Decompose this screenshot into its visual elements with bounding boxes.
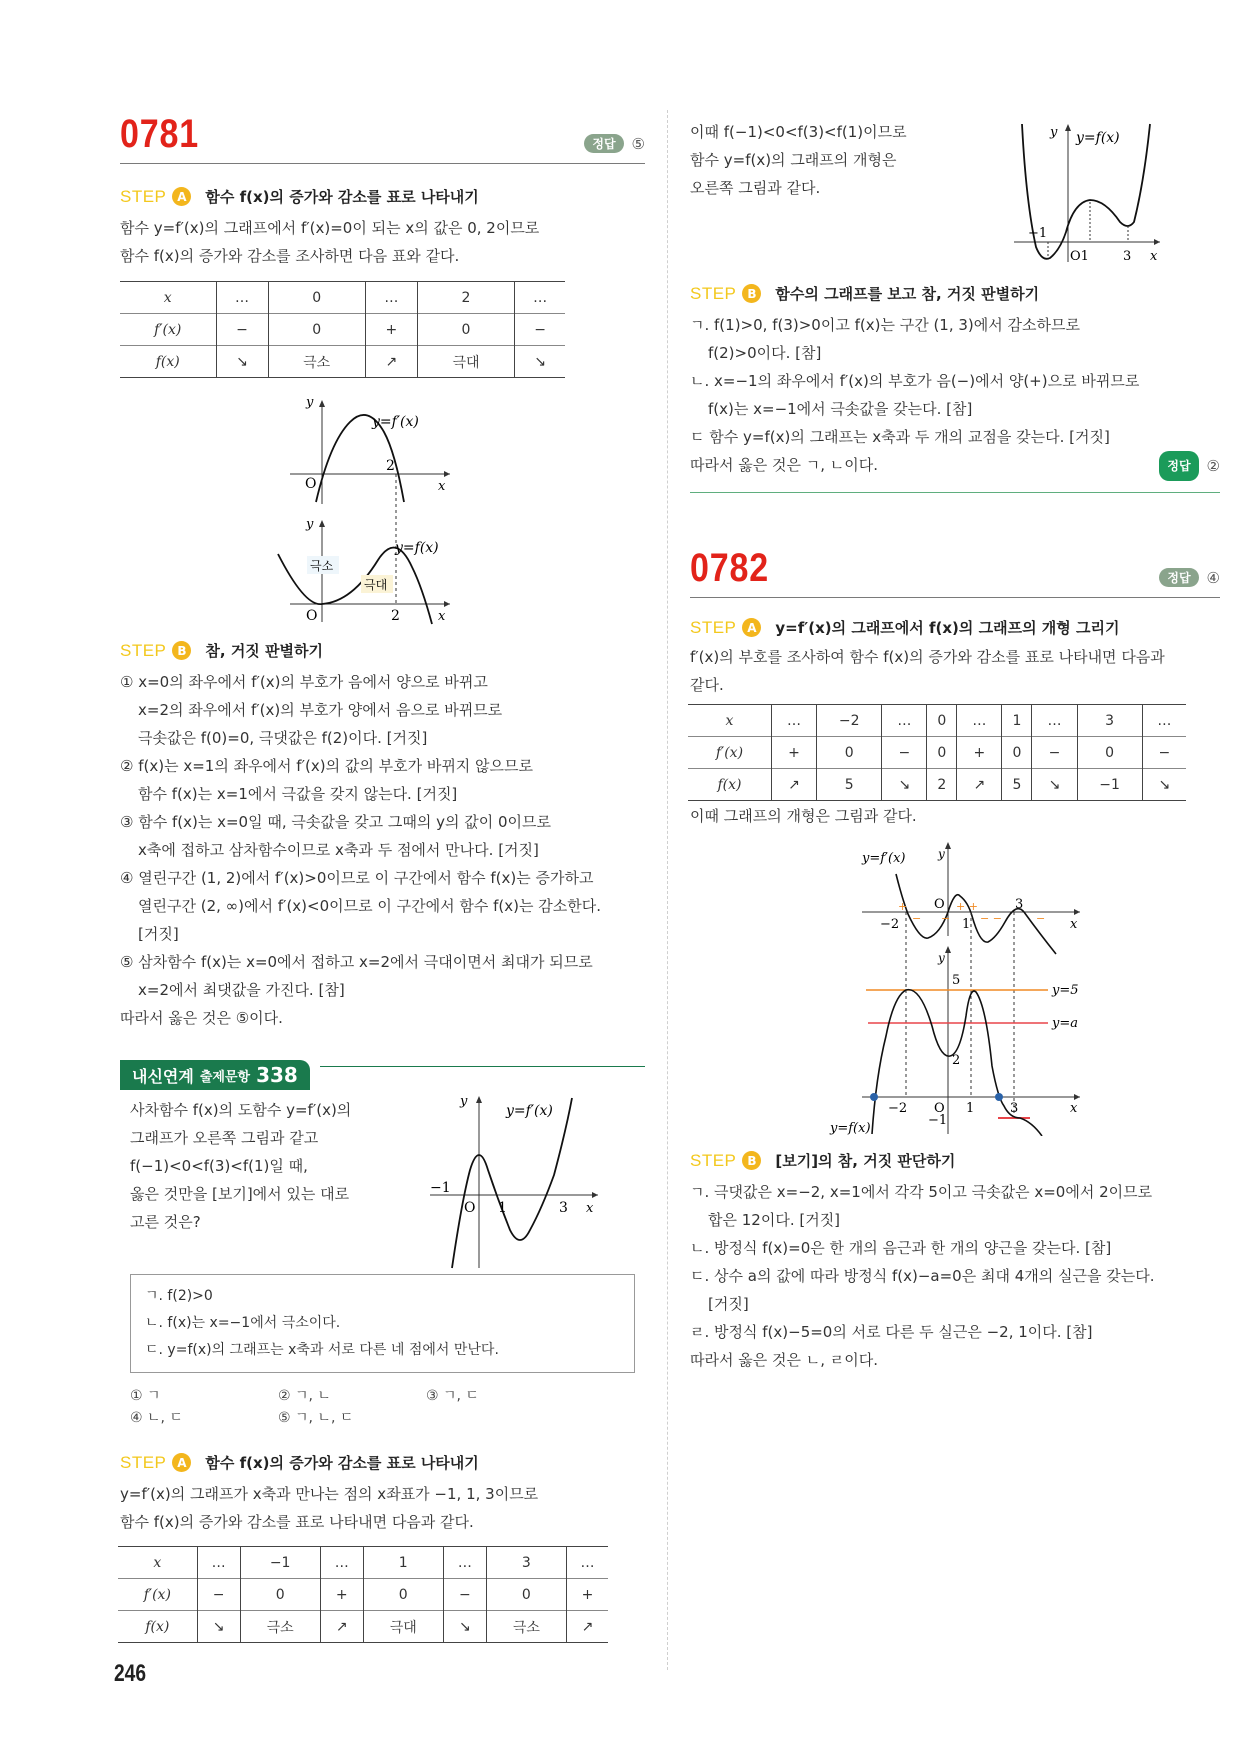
svg-text:+ +: + +: [956, 900, 978, 913]
column-divider: [667, 110, 668, 1670]
step-label: STEP: [120, 186, 167, 206]
svg-text:−: −: [1036, 912, 1046, 925]
step-a-heading: [120, 186, 479, 207]
variation-table-naesin: x … −1 … 1 … 3 … f′(x) − 0 + 0 − 0 + f(x) ↘ 극소 ↗ 극대 ↘ 극소 ↗: [118, 1546, 608, 1643]
graph-0781: [260, 392, 480, 632]
answer-value: ④: [1206, 568, 1220, 587]
text-line: 함수 f(x)는 x=1에서 극값을 갖지 않는다. [거짓]: [138, 785, 458, 803]
text-line: ㄹ. 방정식 f(x)−5=0의 서로 다른 두 실근은 −2, 1이다. [참]: [690, 1323, 1093, 1341]
step-a-heading-0782: [690, 617, 1119, 638]
step-a-text-0782: [690, 643, 1165, 699]
svg-text:y: y: [460, 1094, 468, 1109]
step-b-text: [120, 668, 601, 1032]
answer-indicator: [1159, 451, 1220, 481]
svg-text:−1: −1: [430, 1180, 451, 1196]
svg-text:−: −: [912, 912, 922, 925]
text-line: 이때 f(−1)<0<f(3)<f(1)이므로: [690, 123, 907, 141]
choice-2[interactable]: ② ㄱ, ㄴ: [278, 1388, 331, 1404]
step-title: [보기]의 참, 거짓 판단하기: [775, 1152, 956, 1170]
bogi-item: ㄱ. f(2)>0: [145, 1288, 213, 1304]
choice-1[interactable]: ① ㄱ: [130, 1388, 161, 1404]
svg-text:x: x: [586, 1201, 594, 1216]
step-label: STEP: [120, 640, 167, 660]
conclusion: 따라서 옳은 것은 ㄴ, ㄹ이다.: [690, 1351, 878, 1369]
section-divider: [690, 492, 1220, 493]
text-line: ② f(x)는 x=1의 좌우에서 f′(x)의 값의 부호가 바뀌지 않으므로: [120, 757, 534, 775]
svg-text:y=5: y=5: [1052, 983, 1079, 998]
naesin-banner: [120, 1060, 645, 1090]
graph-0782: [810, 836, 1110, 1136]
svg-text:3: 3: [1010, 1101, 1019, 1116]
text-line: f(−1)<0<f(3)<f(1)일 때,: [130, 1157, 308, 1175]
continuation-step-b-text: [690, 311, 1220, 481]
svg-text:3: 3: [559, 1200, 568, 1216]
step-badge: B: [742, 284, 761, 303]
text-line: ㄷ 함수 y=f(x)의 그래프는 x축과 두 개의 교점을 갖는다. [거짓]: [690, 428, 1110, 446]
svg-text:2: 2: [386, 458, 395, 474]
text-line: 함수 y=f(x)의 그래프의 개형은: [690, 151, 897, 169]
step-title: 함수 f(x)의 증가와 감소를 표로 나타내기: [205, 1454, 479, 1472]
conclusion: 따라서 옳은 것은 ⑤이다.: [120, 1009, 283, 1027]
answer-value: ②: [1206, 457, 1220, 475]
svg-text:x: x: [438, 479, 446, 494]
text-line: [거짓]: [708, 1295, 749, 1313]
fx-shape-graph: [1010, 122, 1170, 262]
step-a-text: [120, 214, 539, 270]
text-line: ㄴ. 방정식 f(x)=0은 한 개의 음근과 한 개의 양근을 갖는다. [참]: [690, 1239, 1112, 1257]
svg-text:극소: 극소: [310, 559, 334, 573]
svg-text:x: x: [1070, 1101, 1078, 1116]
text-line: 같다.: [690, 676, 724, 694]
continuation-step-b-heading: [690, 283, 1039, 304]
step-badge: A: [172, 187, 191, 206]
svg-text:O: O: [464, 1200, 476, 1216]
text-line: ㄱ. f(1)>0, f(3)>0이고 f(x)는 구간 (1, 3)에서 감소하므로: [690, 316, 1080, 334]
svg-text:y=f′(x): y=f′(x): [862, 851, 906, 866]
naesin-graph: [420, 1090, 600, 1270]
answer-choices: [130, 1385, 574, 1429]
text-line: ⑤ 삼차함수 f(x)는 x=0에서 접하고 x=2에서 극대이면서 최대가 되므로: [120, 953, 593, 971]
svg-text:극대: 극대: [364, 578, 388, 592]
step-label: STEP: [690, 283, 737, 303]
answer-pill: 정답: [1159, 568, 1198, 587]
step-title: 참, 거짓 판별하기: [205, 642, 323, 660]
svg-text:x: x: [1150, 249, 1158, 262]
text-line: 오른쪽 그림과 같다.: [690, 179, 821, 197]
after-table-text: 이때 그래프의 개형은 그림과 같다.: [690, 807, 917, 825]
text-line: 열린구간 (2, ∞)에서 f′(x)<0이므로 이 구간에서 함수 f(x)는 감소한다.: [138, 897, 601, 915]
text-line: 고른 것은?: [130, 1213, 201, 1231]
naesin-rule: [320, 1066, 645, 1067]
text-line: 옳은 것만을 [보기]에서 있는 대로: [130, 1185, 350, 1203]
text-line: f(2)>0이다. [참]: [708, 344, 822, 362]
answer-indicator: [584, 134, 645, 153]
svg-text:O1: O1: [1070, 249, 1089, 262]
bogi-item: ㄴ. f(x)는 x=−1에서 극소이다.: [145, 1315, 341, 1331]
svg-text:3: 3: [1015, 897, 1024, 912]
variation-table-0781: x … 0 … 2 … f′(x) − 0 + 0 − f(x) ↘ 극소 ↗ 극대 ↘: [120, 281, 565, 378]
text-line: ④ 열린구간 (1, 2)에서 f′(x)>0이므로 이 구간에서 함수 f(x)는 증가하고: [120, 869, 594, 887]
svg-text:O: O: [305, 476, 317, 492]
answer-pill: 정답: [584, 134, 623, 153]
svg-text:−2: −2: [888, 1101, 908, 1116]
naesin-number: 338: [256, 1063, 298, 1087]
svg-text:+: +: [898, 900, 908, 913]
conclusion-row: [690, 451, 1220, 481]
step-b-text-0782: [690, 1178, 1154, 1374]
problem-header-0781: [120, 112, 645, 164]
naesin-subtitle: 출제문항: [199, 1069, 251, 1085]
step-badge: B: [172, 641, 191, 660]
text-line: 그래프가 오른쪽 그림과 같고: [130, 1129, 319, 1147]
svg-text:−: −: [941, 912, 951, 925]
text-line: f(x)는 x=−1에서 극솟값을 갖는다. [참]: [708, 400, 973, 418]
problem-number: 0782: [690, 546, 770, 590]
svg-text:−2: −2: [880, 917, 900, 932]
svg-text:−1: −1: [1028, 226, 1048, 241]
svg-text:2: 2: [391, 608, 400, 624]
text-line: x=2에서 최댓값을 가진다. [참]: [138, 981, 345, 999]
text-line: 극솟값은 f(0)=0, 극댓값은 f(2)이다. [거짓]: [138, 729, 428, 747]
step-badge: A: [172, 1453, 191, 1472]
problem-number: 0781: [120, 112, 200, 156]
svg-text:O: O: [934, 897, 945, 912]
bogi-item: ㄷ. y=f(x)의 그래프는 x축과 서로 다른 네 점에서 만난다.: [145, 1342, 499, 1358]
svg-text:y=f′(x): y=f′(x): [372, 414, 419, 430]
svg-text:1: 1: [966, 1101, 975, 1116]
naesin-question: [130, 1096, 351, 1236]
text-line: 함수 y=f′(x)의 그래프에서 f′(x)=0이 되는 x의 값은 0, 2이므로: [120, 219, 540, 237]
answer-indicator: [1159, 568, 1220, 587]
step-badge: B: [742, 1151, 761, 1170]
svg-text:O: O: [306, 608, 318, 624]
text-line: ㄴ. x=−1의 좌우에서 f′(x)의 부호가 음(−)에서 양(+)으로 바뀌므로: [690, 372, 1140, 390]
text-line: 합은 12이다. [거짓]: [708, 1211, 841, 1229]
step-label: STEP: [120, 1452, 167, 1472]
step-b-heading: [120, 640, 323, 661]
text-line: y=f′(x)의 그래프가 x축과 만나는 점의 x좌표가 −1, 1, 3이므로: [120, 1485, 539, 1503]
text-line: [거짓]: [138, 925, 179, 943]
text-line: 함수 f(x)의 증가와 감소를 조사하면 다음 표와 같다.: [120, 247, 460, 265]
text-line: ㄷ. 상수 a의 값에 따라 방정식 f(x)−a=0은 최대 4개의 실근을 갖는다.: [690, 1267, 1155, 1285]
naesin-tag: 내신연계: [132, 1066, 194, 1086]
text-line: x축에 접하고 삼차함수이므로 x축과 두 점에서 만나다. [거짓]: [138, 841, 539, 859]
text-line: ③ 함수 f(x)는 x=0일 때, 극솟값을 갖고 그때의 y의 값이 0이므로: [120, 813, 551, 831]
svg-text:y: y: [306, 517, 314, 532]
step-badge: A: [742, 618, 761, 637]
variation-table-0782: x … −2 … 0 … 1 … 3 … f′(x) + 0 − 0 + 0 − 0 − f(x) ↗ 5 ↘ 2 ↗ 5 ↘ −1 ↘: [688, 704, 1186, 801]
step-title: 함수의 그래프를 보고 참, 거짓 판별하기: [775, 285, 1040, 303]
svg-text:−1: −1: [928, 1113, 948, 1128]
answer-pill: 정답: [1159, 451, 1198, 481]
svg-text:− −: − −: [980, 912, 1002, 925]
step-b-heading-0782: [690, 1150, 955, 1171]
svg-text:y: y: [1050, 125, 1058, 140]
svg-text:y: y: [938, 847, 945, 861]
svg-text:y=f(x): y=f(x): [1076, 130, 1120, 146]
problem-header-0782: [690, 546, 1220, 598]
text-line: f′(x)의 부호를 조사하여 함수 f(x)의 증가와 감소를 표로 나타내면 다음과: [690, 648, 1165, 666]
svg-text:5: 5: [952, 973, 961, 988]
step-label: STEP: [690, 1150, 737, 1170]
svg-text:x: x: [438, 609, 446, 624]
svg-text:x: x: [1070, 917, 1078, 932]
naesin-step-a-text: [120, 1480, 538, 1536]
step-title: 함수 f(x)의 증가와 감소를 표로 나타내기: [205, 188, 479, 206]
choice-4[interactable]: ④ ㄴ, ㄷ: [130, 1410, 183, 1426]
text-line: 사차함수 f(x)의 도함수 y=f′(x)의: [130, 1101, 352, 1119]
svg-text:1: 1: [962, 917, 971, 932]
continuation-text: [690, 118, 907, 202]
conclusion: 따라서 옳은 것은 ㄱ, ㄴ이다.: [690, 456, 878, 474]
text-line: ㄱ. 극댓값은 x=−2, x=1에서 각각 5이고 극솟값은 x=0에서 2이므로: [690, 1183, 1153, 1201]
page-number: 246: [114, 1660, 147, 1687]
text-line: x=2의 좌우에서 f′(x)의 부호가 양에서 음으로 바뀌므로: [138, 701, 503, 719]
text-line: 함수 f(x)의 증가와 감소를 표로 나타내면 다음과 같다.: [120, 1513, 474, 1531]
svg-text:O: O: [934, 1101, 945, 1116]
svg-text:y=a: y=a: [1052, 1016, 1078, 1031]
svg-text:y=f(x): y=f(x): [830, 1121, 871, 1136]
svg-text:y: y: [938, 951, 945, 965]
choice-3[interactable]: ③ ㄱ, ㄷ: [426, 1388, 479, 1404]
y-axis-label: y: [306, 395, 314, 410]
svg-text:2: 2: [952, 1053, 961, 1068]
step-title: y=f′(x)의 그래프에서 f(x)의 그래프의 개형 그리기: [775, 619, 1120, 637]
svg-text:3: 3: [1123, 249, 1132, 262]
naesin-tab: [120, 1060, 310, 1090]
bogi-box: [130, 1274, 635, 1373]
svg-text:1: 1: [498, 1200, 507, 1216]
svg-text:y=f(x): y=f(x): [395, 540, 439, 556]
naesin-step-a-heading: [120, 1452, 479, 1473]
answer-value: ⑤: [631, 134, 645, 153]
text-line: ① x=0의 좌우에서 f′(x)의 부호가 음에서 양으로 바뀌고: [120, 673, 488, 691]
step-label: STEP: [690, 617, 737, 637]
svg-text:y=f′(x): y=f′(x): [506, 1103, 553, 1119]
choice-5[interactable]: ⑤ ㄱ, ㄴ, ㄷ: [278, 1410, 354, 1426]
